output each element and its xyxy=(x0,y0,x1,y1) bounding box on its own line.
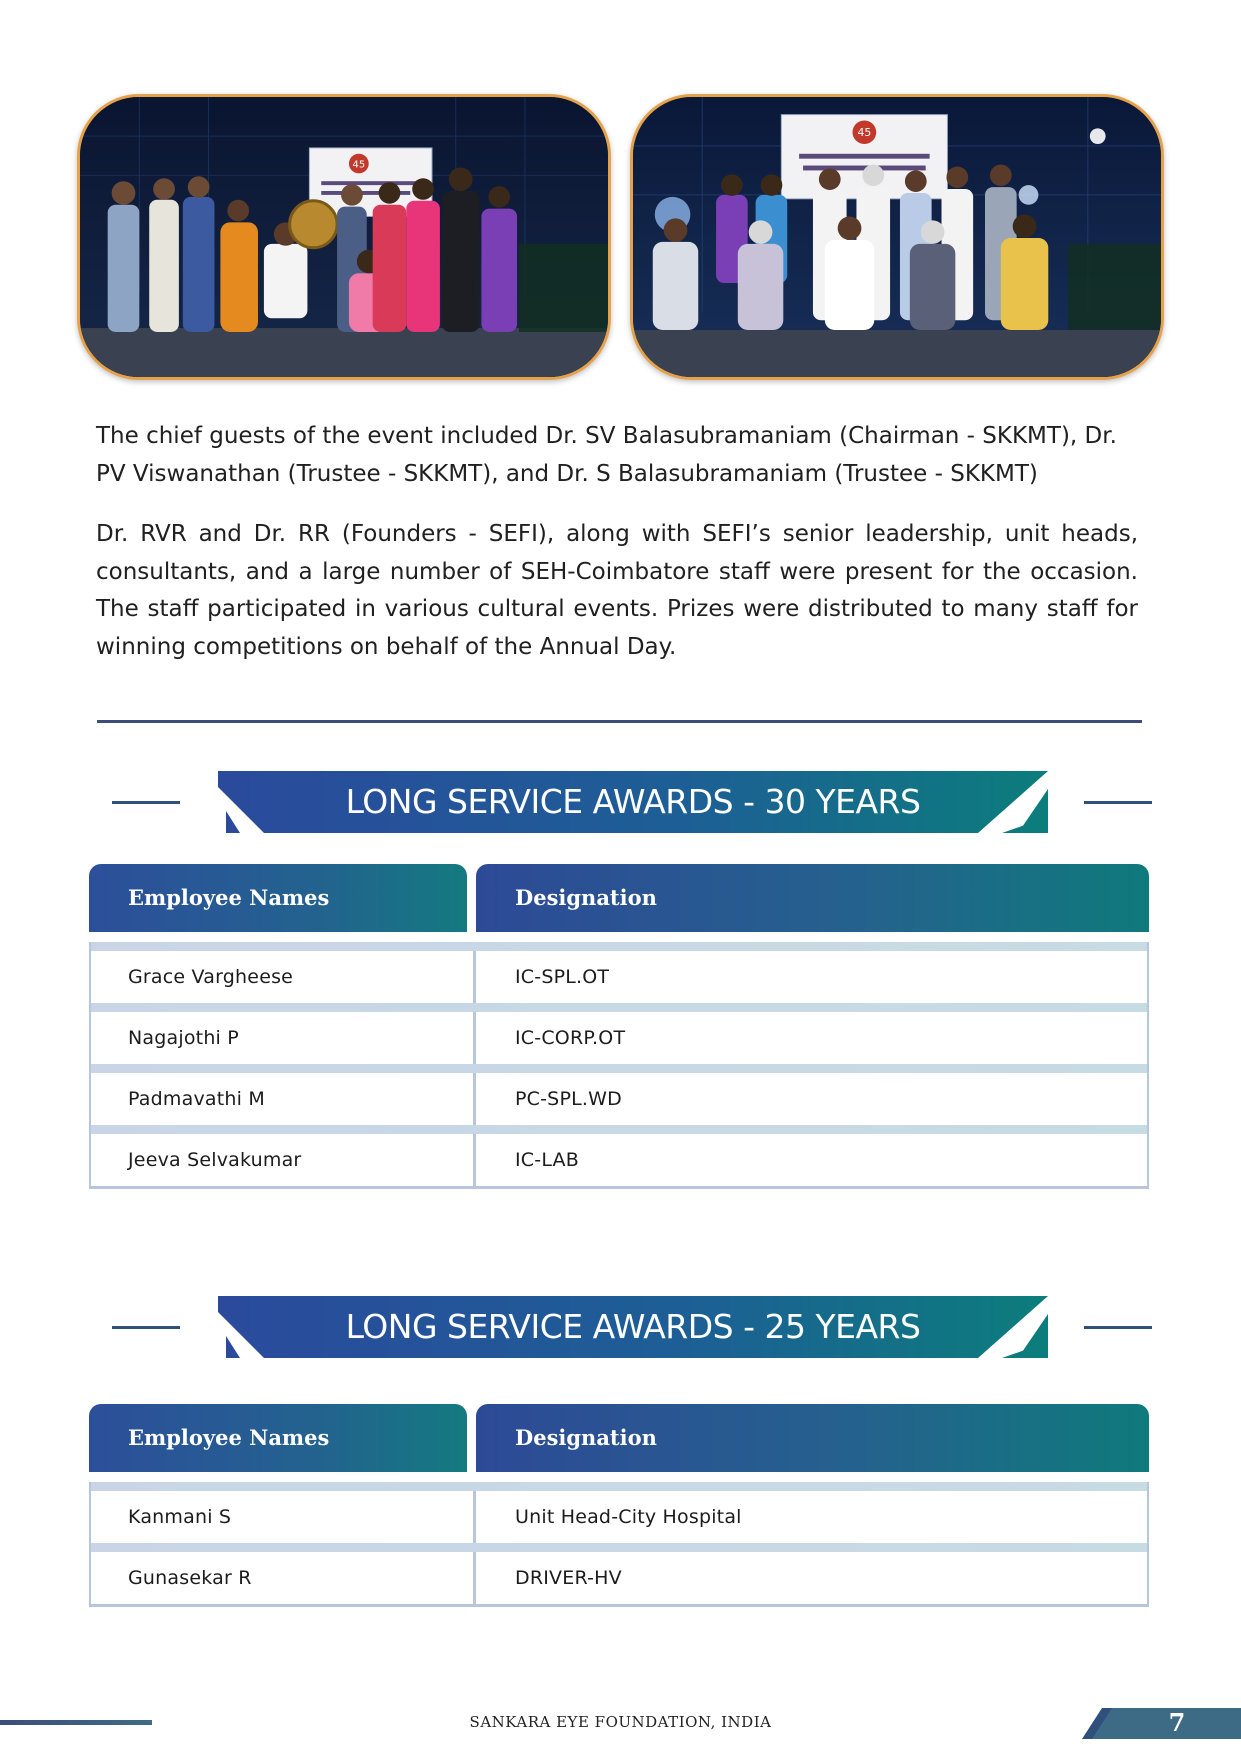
table-row xyxy=(91,1064,1147,1125)
employee-name: Padmavathi M xyxy=(128,1088,265,1110)
table-row xyxy=(91,1125,1147,1186)
banner-side-line xyxy=(1084,1326,1152,1329)
table-body xyxy=(89,942,1149,1189)
table-header xyxy=(89,1404,1149,1472)
table-row xyxy=(91,1482,1147,1543)
employee-name: Jeeva Selvakumar xyxy=(128,1149,302,1171)
banner-side-line xyxy=(112,801,180,804)
page-number: 7 xyxy=(1168,1708,1186,1737)
employee-name: Nagajothi P xyxy=(128,1027,239,1049)
employee-name: Grace Vargheese xyxy=(128,966,294,988)
employee-designation: IC-CORP.OT xyxy=(515,1027,626,1049)
dignitaries-photo-illustration xyxy=(633,97,1161,377)
banner-title: LONG SERVICE AWARDS - 30 YEARS xyxy=(345,782,921,821)
table-row xyxy=(91,1543,1147,1604)
sign-number: 45 xyxy=(857,126,872,140)
attendees-paragraph: Dr. RVR and Dr. RR (Founders - SEFI), along with SEFI’s senior leadership, unit heads, consultants, and a large number of SEH-Coimbatore staff were present for the occasion. The staff participated in various cultural events. Prizes were distributed to many staff for winning competitions on behalf of the Annual Day. xyxy=(96,521,1138,660)
banner-title: LONG SERVICE AWARDS - 25 YEARS xyxy=(345,1307,921,1346)
group-photo-illustration xyxy=(80,97,608,377)
header-employee-names: Employee Names xyxy=(89,864,467,932)
table-header xyxy=(89,864,1149,932)
table-row xyxy=(91,942,1147,1003)
employee-designation: PC-SPL.WD xyxy=(515,1088,622,1110)
banner-25-years xyxy=(112,1296,1152,1358)
header-designation: Designation xyxy=(476,864,1149,932)
sign-number: 45 xyxy=(352,159,366,171)
employee-designation: IC-SPL.OT xyxy=(515,966,610,988)
footer-organization: SANKARA EYE FOUNDATION, INDIA xyxy=(469,1713,772,1731)
awards-table-30-years xyxy=(89,864,1149,1189)
employee-designation: IC-LAB xyxy=(515,1149,579,1171)
banner-side-line xyxy=(112,1326,180,1329)
employee-designation: Unit Head-City Hospital xyxy=(515,1506,742,1528)
header-employee-names: Employee Names xyxy=(89,1404,467,1472)
header-designation: Designation xyxy=(476,1404,1149,1472)
employee-name: Gunasekar R xyxy=(128,1567,252,1589)
banner-side-line xyxy=(1084,801,1152,804)
chief-guests-paragraph: The chief guests of the event included Dr. SV Balasubramaniam (Chairman - SKKMT), Dr. PV Viswanathan (Trustee - SKKMT), and Dr. S Balasubramaniam (Trustee - SKKMT) xyxy=(96,423,1117,487)
awards-table-25-years xyxy=(89,1404,1149,1607)
event-photo-dignitaries xyxy=(630,94,1164,380)
employee-name: Kanmani S xyxy=(128,1506,232,1528)
table-body xyxy=(89,1482,1149,1607)
table-row xyxy=(91,1003,1147,1064)
employee-designation: DRIVER-HV xyxy=(515,1567,622,1589)
banner-30-years xyxy=(112,771,1152,833)
event-photo-group xyxy=(77,94,611,380)
section-divider xyxy=(97,720,1142,723)
